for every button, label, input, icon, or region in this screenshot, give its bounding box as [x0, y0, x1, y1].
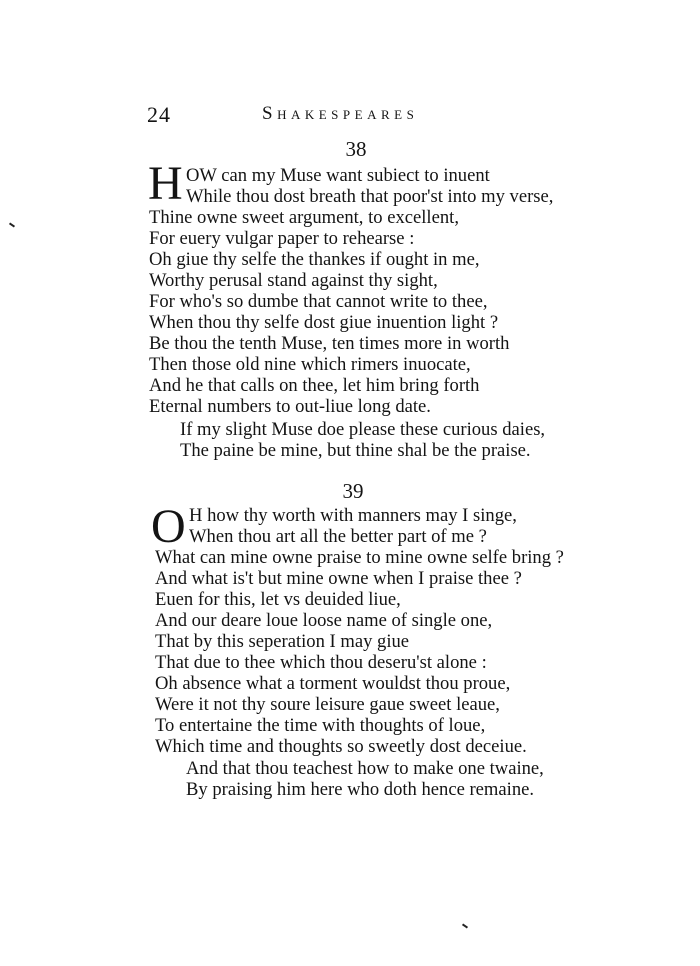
- sonnet-39-line-1: H how thy worth with manners may I singe,: [189, 505, 517, 526]
- sonnet-39-line-6: And our deare loue loose name of single one,: [155, 610, 493, 631]
- sonnet-38-line-5: Oh giue thy selfe the thankes if ought in me,: [149, 249, 480, 270]
- sonnet-38-line-3: Thine owne sweet argument, to excellent,: [149, 207, 459, 228]
- sonnet-39-line-3: What can mine owne praise to mine owne selfe bring ?: [155, 547, 564, 568]
- sonnet-39-line-8: That due to thee which thou deseru'st alone :: [155, 652, 487, 673]
- sonnet-38-line-11: And he that calls on thee, let him bring forth: [149, 375, 480, 396]
- sonnet-39-line-4: And what is't but mine owne when I praise thee ?: [155, 568, 522, 589]
- sonnet-39-line-5: Euen for this, let vs deuided liue,: [155, 589, 401, 610]
- page-number: 24: [147, 102, 171, 127]
- sonnet-39-line-11: To entertaine the time with thoughts of loue,: [155, 715, 486, 736]
- sonnet-38-line-7: For who's so dumbe that cannot write to thee,: [149, 291, 488, 312]
- sonnet-38-line-12: Eternal numbers to out-liue long date.: [149, 396, 431, 417]
- scan-speck: [9, 222, 15, 227]
- sonnet-39-couplet-1: And that thou teachest how to make one twaine,: [186, 758, 544, 779]
- sonnet-39-line-10: Were it not thy soure leisure gaue sweet leaue,: [155, 694, 500, 715]
- sonnet-38-line-9: Be thou the tenth Muse, ten times more in worth: [149, 333, 510, 354]
- sonnet-38-number: 38: [345, 137, 367, 161]
- sonnet-39-line-2: When thou art all the better part of me ?: [189, 526, 487, 547]
- sonnet-39-couplet-2: By praising him here who doth hence remaine.: [186, 779, 535, 800]
- sonnet-38-line-8: When thou thy selfe dost giue inuention light ?: [149, 312, 499, 333]
- sonnet-38-drop-cap: H: [148, 157, 183, 210]
- sonnet-39-line-9: Oh absence what a torment wouldst thou proue,: [155, 673, 511, 694]
- sonnet-38-couplet-1: If my slight Muse doe please these curious daies,: [180, 419, 546, 440]
- sonnet-38-line-1: OW can my Muse want subiect to inuent: [186, 165, 490, 186]
- sonnet-39-line-7: That by this seperation I may giue: [155, 631, 410, 652]
- sonnet-38-line-2: While thou dost breath that poor'st into my verse,: [186, 186, 554, 207]
- sonnet-39-number: 39: [342, 479, 364, 503]
- sonnet-38-couplet-2: The paine be mine, but thine shal be the praise.: [180, 440, 531, 461]
- sonnet-38-line-10: Then those old nine which rimers inuocate,: [149, 354, 471, 375]
- sonnet-39-line-12: Which time and thoughts so sweetly dost deceiue.: [155, 736, 527, 757]
- scan-speck: [462, 923, 468, 928]
- sonnet-38-line-6: Worthy perusal stand against thy sight,: [149, 270, 438, 291]
- sonnet-38-line-4: For euery vulgar paper to rehearse :: [149, 228, 415, 249]
- sonnet-39-drop-cap: O: [151, 500, 186, 553]
- running-head: Shakespeares: [262, 103, 419, 124]
